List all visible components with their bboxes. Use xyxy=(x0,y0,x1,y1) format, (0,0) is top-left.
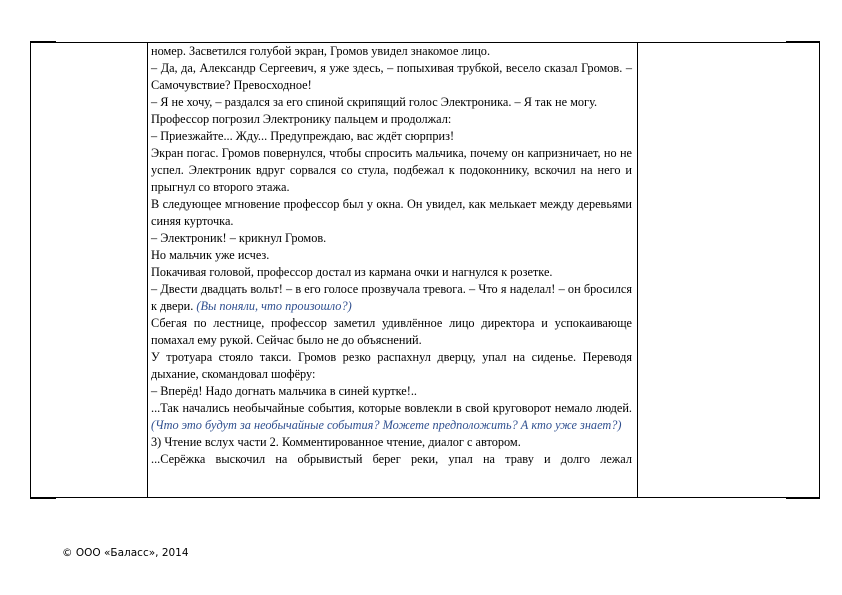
paragraph-text: Экран погас. Громов повернулся, чтобы спросить мальчика, почему он капризничает, но не успел. Электроник вдруг сорвался со стула, подбежал к подоконнику, вскочил на него и прыгнул со второго этажа. xyxy=(151,146,632,194)
table-corner-mark xyxy=(786,497,820,499)
story-paragraph xyxy=(151,128,632,145)
column-divider xyxy=(637,43,638,497)
paragraph-text: – Двести двадцать вольт! – в его голосе прозвучала тревога. – Что я наделал! – он бросился к двери. xyxy=(151,282,632,313)
paragraph-text: 3) Чтение вслух части 2. Комментированное чтение, диалог с автором. xyxy=(151,435,521,449)
table-corner-mark xyxy=(786,41,820,43)
story-paragraph xyxy=(151,281,632,315)
paragraph-text: ...Так начались необычайные события, которые вовлекли в свой круговорот немало людей. xyxy=(151,401,632,415)
table-corner-mark xyxy=(30,497,56,499)
paragraph-text: Профессор погрозил Электронику пальцем и продолжал: xyxy=(151,112,452,126)
story-paragraph xyxy=(151,145,632,196)
story-paragraph xyxy=(151,451,632,468)
story-paragraph xyxy=(151,264,632,281)
story-paragraph xyxy=(151,400,632,434)
paragraph-text: У тротуара стояло такси. Громов резко распахнул дверцу, упал на сиденье. Переводя дыхание, скомандовал шофёру: xyxy=(151,350,632,381)
column-divider xyxy=(147,43,148,497)
story-paragraph xyxy=(151,196,632,230)
paragraph-text: Покачивая головой, профессор достал из кармана очки и нагнулся к розетке. xyxy=(151,265,553,279)
paragraph-text: Но мальчик уже исчез. xyxy=(151,248,270,262)
story-paragraph xyxy=(151,383,632,400)
story-paragraph xyxy=(151,315,632,349)
paragraph-text: – Да, да, Александр Сергеевич, я уже здесь, – попыхивая трубкой, весело сказал Громов. – Самочувствие? Превосходное! xyxy=(151,61,632,92)
paragraph-text: номер. Засветился голубой экран, Громов увидел знакомое лицо. xyxy=(151,44,491,58)
lesson-table xyxy=(30,42,820,498)
story-paragraph xyxy=(151,60,632,94)
teacher-question: (Что это будут за необычайные события? Можете предположить? А кто уже знает?) xyxy=(151,418,622,432)
story-paragraph xyxy=(151,434,632,451)
paragraph-text: – Я не хочу, – раздался за его спиной скрипящий голос Электроника. – Я так не могу. xyxy=(151,95,598,109)
story-paragraph xyxy=(151,94,632,111)
story-paragraph xyxy=(151,43,632,60)
teacher-question: (Вы поняли, что произошло?) xyxy=(196,299,352,313)
story-paragraph xyxy=(151,247,632,264)
paragraph-text: – Приезжайте... Жду... Предупреждаю, вас ждёт сюрприз! xyxy=(151,129,455,143)
paragraph-text: В следующее мгновение профессор был у окна. Он увидел, как мелькает между деревьями синяя курточка. xyxy=(151,197,632,228)
story-paragraph xyxy=(151,349,632,383)
paragraph-text: Сбегая по лестнице, профессор заметил удивлённое лицо директора и успокаивающе помахал ему рукой. Сейчас было не до объяснений. xyxy=(151,316,632,347)
paragraph-text: – Вперёд! Надо догнать мальчика в синей куртке!.. xyxy=(151,384,417,398)
copyright-footer: © ООО «Баласс», 2014 xyxy=(62,547,189,559)
story-paragraph xyxy=(151,111,632,128)
table-corner-mark xyxy=(30,41,56,43)
story-paragraph xyxy=(151,230,632,247)
story-text-cell xyxy=(151,43,632,468)
paragraph-text: ...Серёжка выскочил на обрывистый берег реки, упал на траву и долго лежал xyxy=(151,452,632,466)
paragraph-text: – Электроник! – крикнул Громов. xyxy=(151,231,327,245)
